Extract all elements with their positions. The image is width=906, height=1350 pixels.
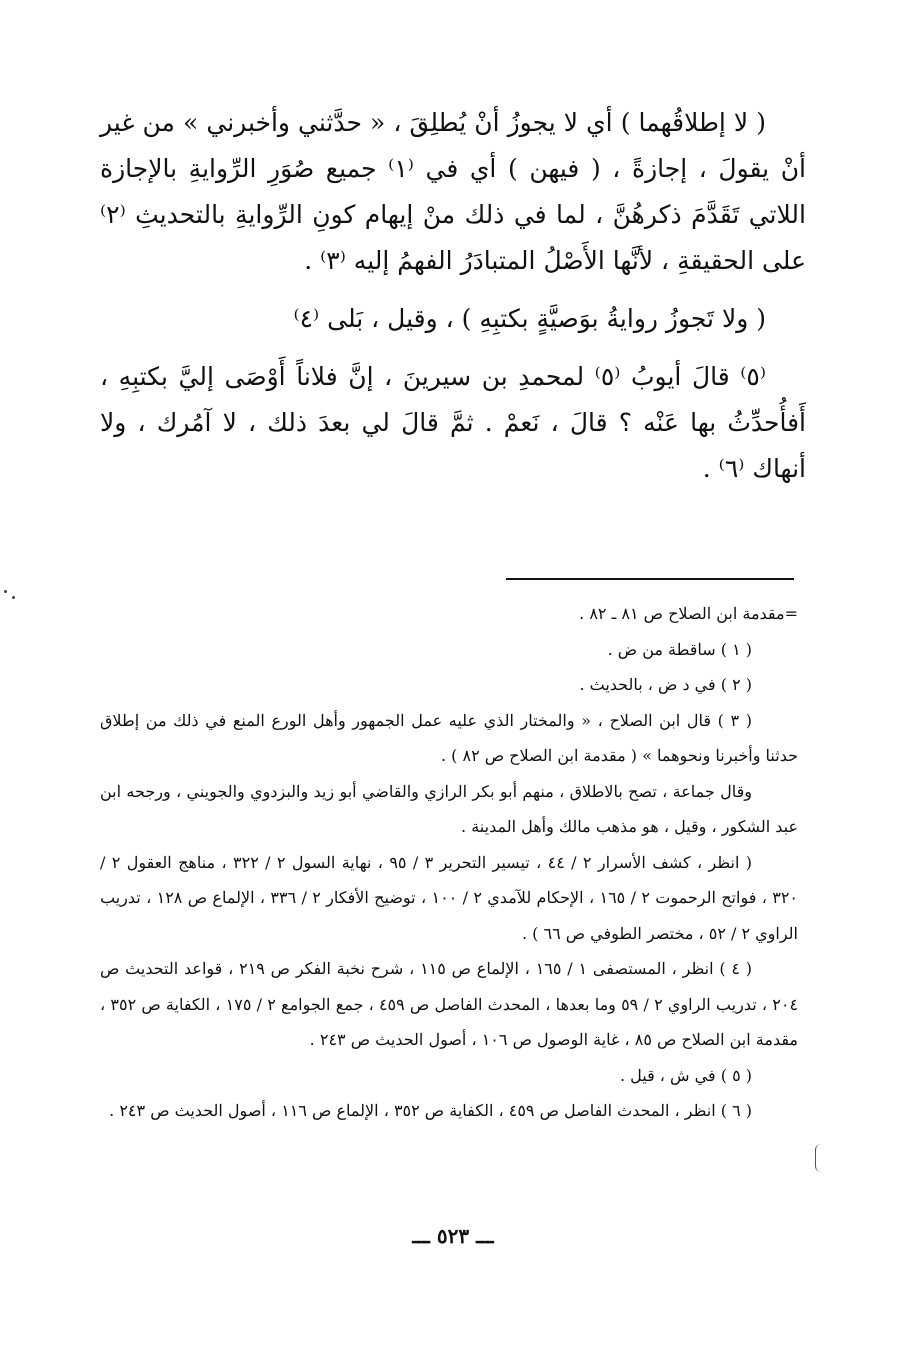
footnote-5: ( ٥ ) في ش ، قيل .	[619, 1065, 752, 1085]
scan-speck-mark	[4, 590, 7, 593]
page-number: ـــ ٥٢٣ ـــ	[412, 1224, 494, 1248]
scan-speck-mark	[12, 596, 15, 599]
footnote-6: ( ٦ ) انظر ، المحدث الفاصل ص ٤٥٩ ، الكفاية ص ٣٥٢ ، الإلماع ص ١١٦ ، أصول الحديث ص ٢٤٣ .	[109, 1101, 752, 1120]
main-paragraph-1: ( لا إطلاقُهما ) أي لا يجوزُ أنْ يُطلِقَ ، « حدَّثني وأخبرني » من غير أنْ يقولَ ، إجازةً ، ( فيهن ) أي في ⁽١⁾ جميع صُوَرِ الرِّوايةِ بالإجازة اللاتي تَقَدَّمَ ذكرهُنَّ ، لما في ذلك منْ إيهام كونِ الرِّوايةِ بالتحديثِ ⁽٢⁾ على الحقيقةِ ، لأنَّها الأَصْلُ المتبادَرُ الفهمُ إليه ⁽٣⁾ .	[100, 108, 807, 275]
main-paragraph-3: ⁽٥⁾ قالَ أيوبُ ⁽٥⁾ لمحمدِ بن سيرينَ ، إنَّ فلاناً أَوْصَى إليَّ بكتبِهِ ، أَفأُحدِّثُ بها عَنْه ؟ قالَ ، نَعمْ . ثمَّ قالَ لي بعدَ ذلك ، لا آمُرك ، ولا أنهاك ⁽٦⁾ .	[100, 362, 807, 483]
main-paragraph-2: ( ولا تَجوزُ روايةُ بوَصيَّةٍ بكتبِهِ ) ، وقيل ، بَلى ⁽٤⁾	[293, 304, 766, 333]
footnotes-block	[100, 596, 798, 1129]
footnote-2: ( ٢ ) في د ض ، بالحديث .	[579, 675, 752, 694]
margin-bracket-mark	[815, 1144, 822, 1172]
main-text-block	[100, 100, 806, 504]
footnote-separator-line	[506, 578, 794, 580]
footnote-3-continued: وقال جماعة ، تصح بالاطلاق ، منهم أبو بكر الرازي والقاضي أبو زيد والبزدوي والجويني ، ورجحه ابن عبد الشكور ، وقيل ، هو مذهب مالك وأهل المدينة .	[100, 781, 798, 836]
footnote-3: ( ٣ ) قال ابن الصلاح ، « والمختار الذي عليه عمل الجمهور وأهل الورع المنع في ذلك من إطلاق حدثنا وأخبرنا ونحوهما » ( مقدمة ابن الصلاح ص ٨٢ ) .	[100, 710, 798, 765]
footnote-1: ( ١ ) ساقطة من ض .	[607, 639, 752, 659]
footnote-3-references: ( انظر ، كشف الأسرار ٢ / ٤٤ ، تيسير التحرير ٣ / ٩٥ ، نهاية السول ٢ / ٣٢٢ ، مناهج العقول ٢ / ٣٢٠ ، فواتح الرحموت ٢ / ١٦٥ ، الإحكام للآمدي ٢ / ١٠٠ ، توضيح الأفكار ٢ / ٣٣٦ ، الإلماع ص ١٢٨ ، تدريب الراوي ٢ / ٥٢ ، مختصر الطوفي ص ٦٦ ) .	[100, 852, 798, 943]
footnote-continuation: =مقدمة ابن الصلاح ص ٨١ ـ ٨٢ .	[579, 604, 798, 623]
footnote-4: ( ٤ ) انظر ، المستصفى ١ / ١٦٥ ، الإلماع ص ١١٥ ، شرح نخبة الفكر ص ٢١٩ ، قواعد التحديث ص ٢٠٤ ، تدريب الراوي ٢ / ٥٩ وما بعدها ، المحدث الفاصل ص ٤٥٩ ، جمع الجوامع ٢ / ١٧٥ ، الكفاية ص ٣٥٢ ، مقدمة ابن الصلاح ص ٨٥ ، غاية الوصول ص ١٠٦ ، أصول الحديث ص ٢٤٣ .	[100, 959, 799, 1049]
